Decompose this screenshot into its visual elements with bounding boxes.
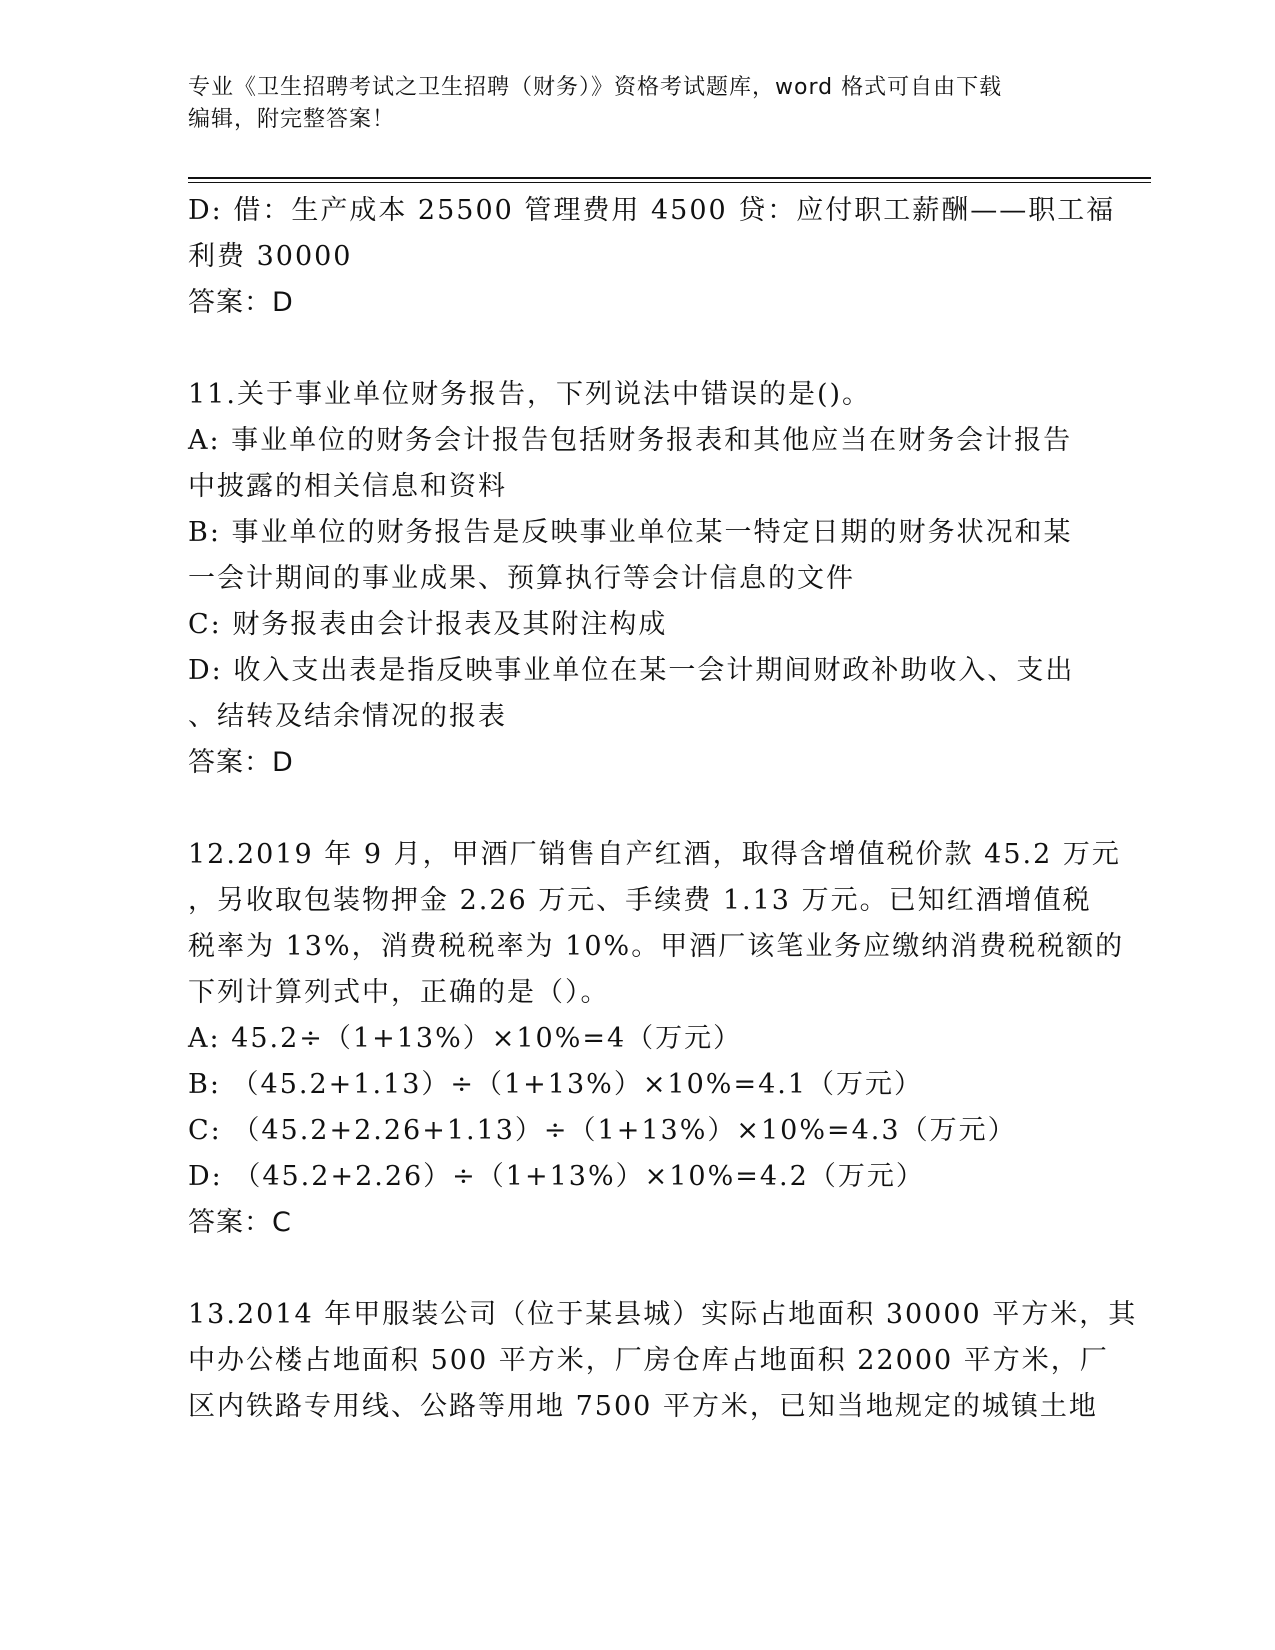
q12-stem-line-1: 12.2019 年 9 月，甲酒厂销售自产红酒，取得含增值税价款 45.2 万元 [188, 839, 1121, 870]
q11-option-d-line-2: 、结转及结余情况的报表 [188, 701, 507, 732]
document-body [188, 188, 1138, 1430]
header-line-1: 专业《卫生招聘考试之卫生招聘（财务）》资格考试题库，word 格式可自由下载 [188, 75, 1003, 100]
question-13-block [188, 1292, 1138, 1430]
q12-stem-line-4: 下列计算列式中，正确的是（）。 [188, 977, 610, 1008]
header-divider-thin [188, 182, 1151, 183]
q11-answer: 答案：D [188, 747, 294, 778]
document-header [188, 72, 1088, 136]
q12-option-c: C: （45.2+2.26+1.13）÷（1+13%）×10%=4.3（万元） [188, 1115, 1017, 1146]
spacer [188, 326, 1088, 372]
q10-answer: 答案：D [188, 287, 294, 318]
q11-option-b-line-2: 一会计期间的事业成果、预算执行等会计信息的文件 [188, 563, 855, 594]
header-line-2: 编辑，附完整答案！ [188, 107, 396, 132]
spacer [188, 1246, 1088, 1292]
q12-stem-line-2: ，另收取包装物押金 2.26 万元、手续费 1.13 万元。已知红酒增值税 [188, 885, 1092, 916]
spacer [188, 786, 1088, 832]
q12-option-b: B: （45.2+1.13）÷（1+13%）×10%=4.1（万元） [188, 1069, 924, 1100]
q11-option-d-line-1: D: 收入支出表是指反映事业单位在某一会计期间财政补助收入、支出 [188, 655, 1075, 686]
q11-stem: 11.关于事业单位财务报告，下列说法中错误的是()。 [188, 379, 872, 410]
q10-option-d-line-1: D: 借：生产成本 25500 管理费用 4500 贷：应付职工薪酬——职工福 [188, 195, 1116, 226]
q11-option-c: C: 财务报表由会计报表及其附注构成 [188, 609, 668, 640]
question-12-block [188, 832, 1125, 1246]
q11-option-b-line-1: B: 事业单位的财务报告是反映事业单位某一特定日期的财务状况和某 [188, 517, 1073, 548]
question-10-block [188, 188, 1116, 326]
q12-option-a: A: 45.2÷（1+13%）×10%=4（万元） [188, 1023, 743, 1054]
q12-option-d: D: （45.2+2.26）÷（1+13%）×10%=4.2（万元） [188, 1161, 925, 1192]
question-11-block [188, 372, 1088, 786]
q13-stem-line-1: 13.2014 年甲服装公司（位于某县城）实际占地面积 30000 平方米，其 [188, 1299, 1138, 1330]
header-divider-thick [188, 177, 1151, 179]
q12-answer: 答案：C [188, 1207, 292, 1238]
q13-stem-line-2: 中办公楼占地面积 500 平方米，厂房仓库占地面积 22000 平方米，厂 [188, 1345, 1109, 1376]
q10-option-d-line-2: 利费 30000 [188, 241, 353, 272]
q12-stem-line-3: 税率为 13%，消费税税率为 10%。甲酒厂该笔业务应缴纳消费税税额的 [188, 931, 1125, 962]
q13-stem-line-3: 区内铁路专用线、公路等用地 7500 平方米，已知当地规定的城镇土地 [188, 1391, 1098, 1422]
q11-option-a-line-2: 中披露的相关信息和资料 [188, 471, 507, 502]
q11-option-a-line-1: A: 事业单位的财务会计报告包括财务报表和其他应当在财务会计报告 [188, 425, 1073, 456]
